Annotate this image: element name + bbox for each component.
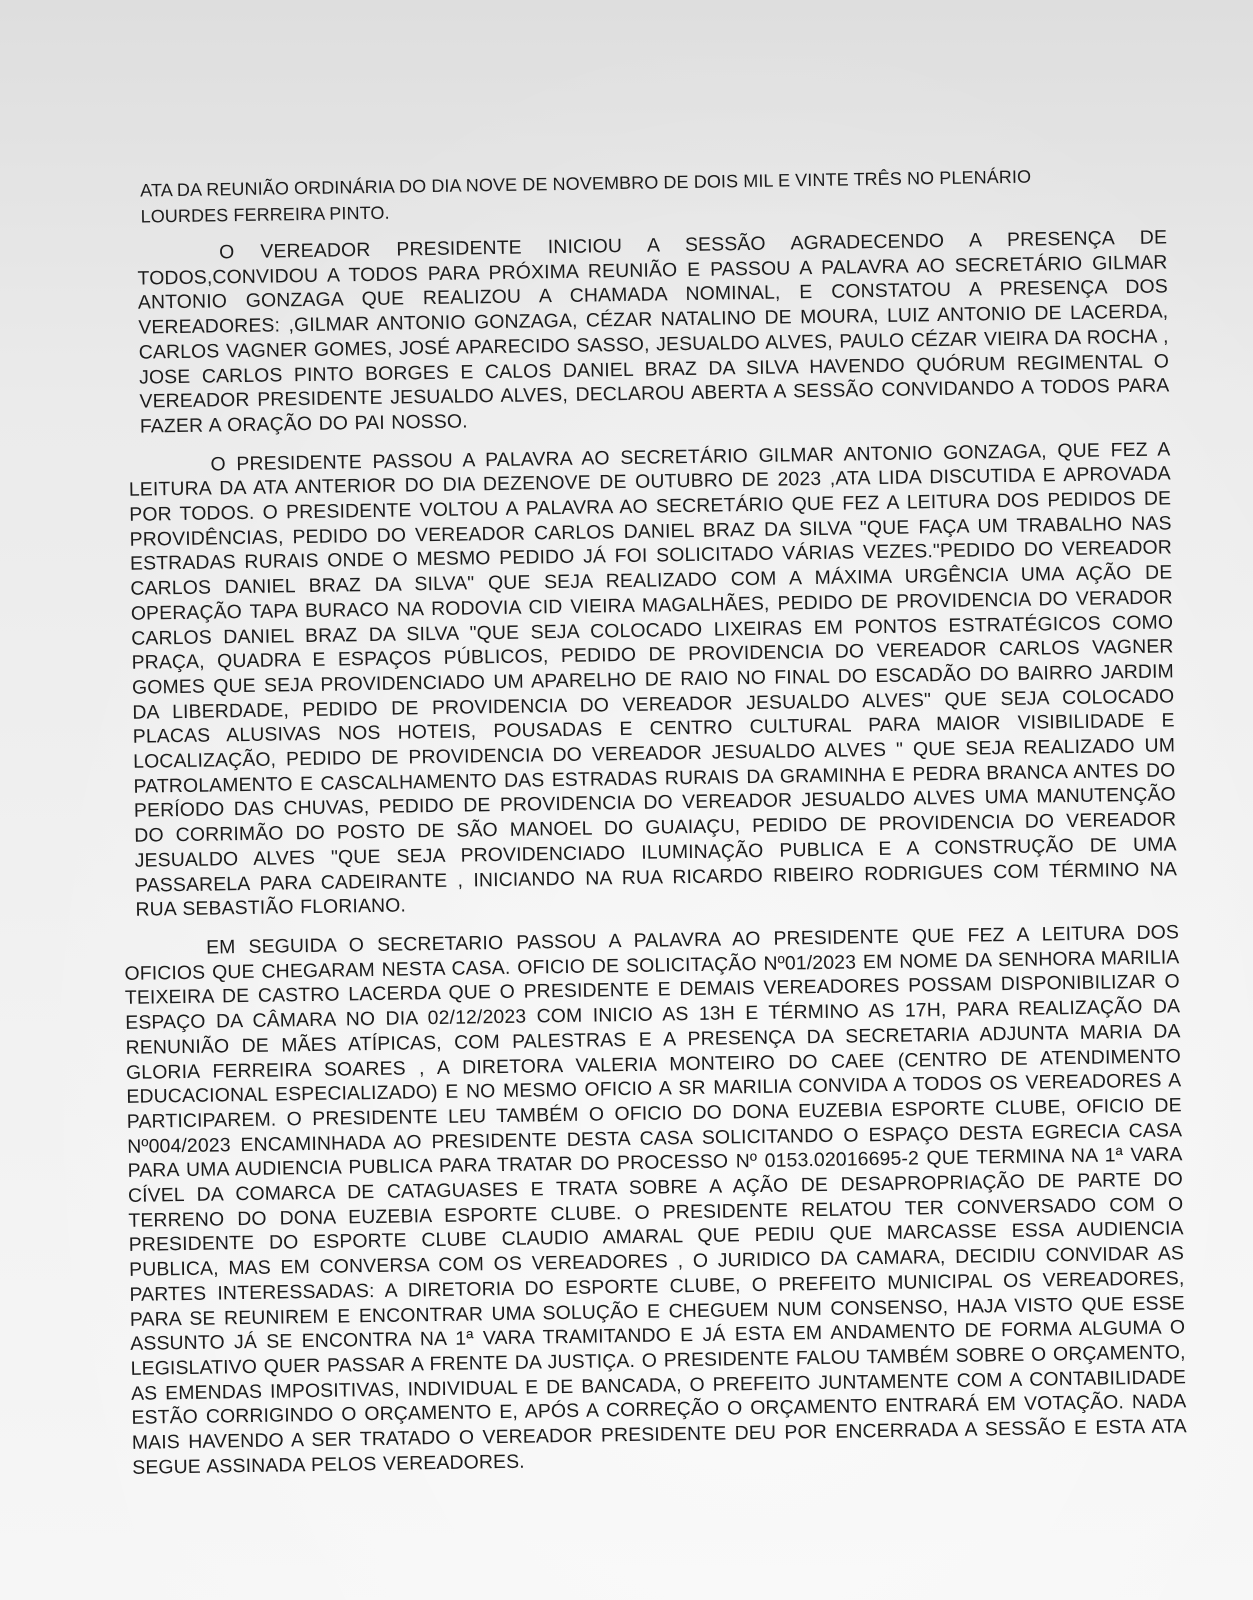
document-title: ATA DA REUNIÃO ORDINÁRIA DO DIA NOVE DE NOVEMBRO DE DOIS MIL E VINTE TRÊS NO PLENÁRIO LOURDES FERREIRA PINTO.	[140, 166, 1032, 227]
minutes-text	[112, 161, 1188, 1494]
paragraph-opening: O VEREADOR PRESIDENTE INICIOU A SESSÃO AGRADECENDO A PRESENÇA DE TODOS,CONVIDOU A TODOS PARA PRÓXIMA REUNIÃO E PASSOU A PALAVRA AO SECRETÁRIO GILMAR ANTONIO GONZAGA QUE REALIZOU A CHAMADA NOMINAL, E CONSTATOU A PRESENÇA DOS VEREADORES: ,GILMAR ANTONIO GONZAGA, CÉZAR NATALINO DE MOURA, LUIZ ANTONIO DE LACERDA, CARLOS VAGNER GOMES, JOSÉ APARECIDO SASSO, JESUALDO ALVES, PAULO CÉZAR VIEIRA DA ROCHA , JOSE CARLOS PINTO BORGES E CALOS DANIEL BRAZ DA SILVA HAVENDO QUÓRUM REGIMENTAL O VEREADOR PRESIDENTE JESUALDO ALVES, DECLAROU ABERTA A SESSÃO CONVIDANDO A TODOS PARA FAZER A ORAÇÃO DO PAI NOSSO.	[137, 226, 1170, 438]
paragraph-requests: O PRESIDENTE PASSOU A PALAVRA AO SECRETÁRIO GILMAR ANTONIO GONZAGA, QUE FEZ A LEITURA DA ATA ANTERIOR DO DIA DEZENOVE DE OUTUBRO DE 2023 ,ATA LIDA DISCUTIDA E APROVADA POR TODOS. O PRESIDENTE VOLTOU A PALAVRA AO SECRETÁRIO QUE FEZ A LEITURA DOS PEDIDOS DE PROVIDÊNCIAS, PEDIDO DO VEREADOR CARLOS DANIEL BRAZ DA SILVA "QUE FAÇA UM TRABALHO NAS ESTRADAS RURAIS ONDE O MESMO PEDIDO JÁ FOI SOLICITADO VÁRIAS VEZES."PEDIDO DO VEREADOR CARLOS DANIEL BRAZ DA SILVA" QUE SEJA REALIZADO COM A MÁXIMA URGÊNCIA UMA AÇÃO DE OPERAÇÃO TAPA BURACO NA RODOVIA CID VIEIRA MAGALHÃES, PEDIDO DE PROVIDENCIA DO VERADOR CARLOS DANIEL BRAZ DA SILVA "QUE SEJA COLOCADO LIXEIRAS EM PONTOS ESTRATÉGICOS COMO PRAÇA, QUADRA E ESPAÇOS PÚBLICOS, PEDIDO DE PROVIDENCIA DO VEREADOR CARLOS VAGNER GOMES QUE SEJA PROVIDENCIADO UM APARELHO DE RAIO NO FINAL DO ESCADÃO DO BAIRRO JARDIM DA LIBERDADE, PEDIDO DE PROVIDENCIA DO VEREADOR JESUALDO ALVES" QUE SEJA COLOCADO PLACAS ALUSIVAS NOS HOTEIS, POUSADAS E CENTRO CULTURAL PARA MAIOR VISIBILIDADE E LOCALIZAÇÃO, PEDIDO DE PROVIDENCIA DO VEREADOR JESUALDO ALVES " QUE SEJA REALIZADO UM PATROLAMENTO E CASCALHAMENTO DAS ESTRADAS RURAIS DA GRAMINHA E PEDRA BRANCA ANTES DO PERÍODO DAS CHUVAS, PEDIDO DE PROVIDENCIA DO VEREADOR JESUALDO ALVES UMA MANUTENÇÃO DO CORRIMÃO DO POSTO DE SÃO MANOEL DO GUAIAÇU, PEDIDO DE PROVIDENCIA DO VEREADOR JESUALDO ALVES "QUE SEJA PROVIDENCIADO ILUMINAÇÃO PUBLICA E A CONSTRUÇÃO DE UMA PASSARELA PARA CADEIRANTE , INICIANDO NA RUA RICARDO RIBEIRO RODRIGUES COM TÉRMINO NA RUA SEBASTIÃO FLORIANO.	[128, 438, 1178, 922]
paragraph-letters: EM SEGUIDA O SECRETARIO PASSOU A PALAVRA AO PRESIDENTE QUE FEZ A LEITURA DOS OFICIOS QUE CHEGARAM NESTA CASA. OFICIO DE SOLICITAÇÃO Nº01/2023 EM NOME DA SENHORA MARILIA TEIXEIRA DE CASTRO LACERDA QUE O PRESIDENTE E DEMAIS VEREADORES POSSAM DISPONIBILIZAR O ESPAÇO DA CÂMARA NO DIA 02/12/2023 COM INICIO AS 13H E TÉRMINO AS 17H, PARA REALIZAÇÃO DA RENUNIÃO DE MÃES ATÍPICAS, COM PALESTRAS E A PRESENÇA DA SECRETARIA ADJUNTA MARIA DA GLORIA FERREIRA SOARES , A DIRETORA VALERIA MONTEIRO DO CAEE (CENTRO DE ATENDIMENTO EDUCACIONAL ESPECIALIZADO) E NO MESMO OFICIO A SR MARILIA CONVIDA A TODOS OS VEREADORES A PARTICIPAREM. O PRESIDENTE LEU TAMBÉM O OFICIO DO DONA EUZEBIA ESPORTE CLUBE, OFICIO DE Nº004/2023 ENCAMINHADA AO PRESIDENTE DESTA CASA SOLICITANDO O ESPAÇO DESTA EGRECIA CASA PARA UMA AUDIENCIA PUBLICA PARA TRATAR DO PROCESSO Nº 0153.02016695-2 QUE TERMINA NA 1ª VARA CÍVEL DA COMARCA DE CATAGUASES E TRATA SOBRE A AÇÃO DE DESAPROPRIAÇÃO DE PARTE DO TERRENO DO DONA EUZEBIA ESPORTE CLUBE. O PRESIDENTE RELATOU TER CONVERSADO COM O PRESIDENTE DO ESPORTE CLUBE CLAUDIO AMARAL QUE PEDIU QUE MARCASSE ESSA AUDIENCIA PUBLICA, MAS EM CONVERSA COM OS VEREADORES , O JURIDICO DA CAMARA, DECIDIU CONVIDAR AS PARTES INTERESSADAS: A DIRETORIA DO ESPORTE CLUBE, O PREFEITO MUNICIPAL OS VEREADORES, PARA SE REUNIREM E ENCONTRAR UMA SOLUÇÃO E CHEGUEM NUM CONSENSO, HAJA VISTO QUE ESSE ASSUNTO JÁ SE ENCONTRA NA 1ª VARA TRAMITANDO E JÁ ESTA EM ANDAMENTO DE FORMA ALGUMA O LEGISLATIVO QUER PASSAR A FRENTE DA JUSTIÇA. O PRESIDENTE FALOU TAMBÉM SOBRE O ORÇAMENTO, AS EMENDAS IMPOSITIVAS, INDIVIDUAL E DE BANCADA, O PREFEITO JUNTAMENTE COM A CONTABILIDADE ESTÃO CORRIGINDO O ORÇAMENTO E, APÓS A CORREÇÃO O ORÇAMENTO ENTRARÁ EM VOTAÇÃO. NADA MAIS HAVENDO A SER TRATADO O VEREADOR PRESIDENTE DEU POR ENCERRADA A SESSÃO E ESTA ATA SEGUE ASSINADA PELOS VEREADORES.	[124, 921, 1187, 1479]
